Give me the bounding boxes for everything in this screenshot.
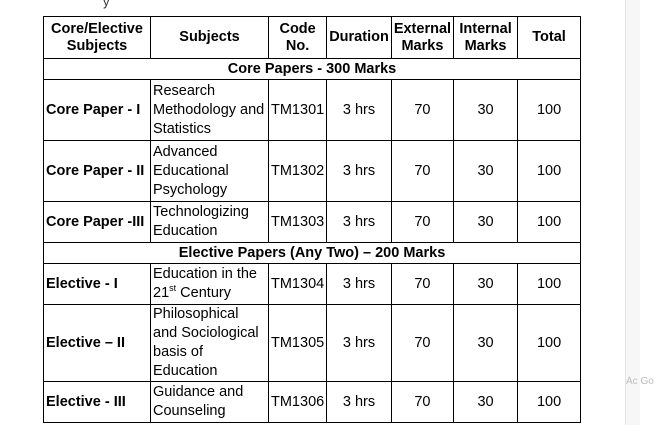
paper-type: Elective - I bbox=[44, 264, 151, 305]
total-marks: 100 bbox=[518, 202, 581, 243]
table-header-row bbox=[44, 17, 581, 59]
header-subjects: Subjects bbox=[151, 17, 269, 59]
table-row bbox=[44, 382, 581, 423]
header-code: Code No. bbox=[269, 17, 327, 59]
internal-marks: 30 bbox=[454, 141, 518, 202]
subject-name: Research Methodology and Statistics bbox=[151, 80, 269, 141]
duration: 3 hrs bbox=[327, 382, 392, 423]
table-row bbox=[44, 264, 581, 305]
section-title: Elective Papers (Any Two) – 200 Marks bbox=[44, 243, 581, 264]
table-row bbox=[44, 305, 581, 382]
header-internal: Internal Marks bbox=[454, 17, 518, 59]
duration: 3 hrs bbox=[327, 141, 392, 202]
paper-type: Core Paper -III bbox=[44, 202, 151, 243]
syllabus-table bbox=[43, 16, 581, 423]
table-row bbox=[44, 202, 581, 243]
internal-marks: 30 bbox=[454, 264, 518, 305]
paper-type: Elective – II bbox=[44, 305, 151, 382]
subject-name: Philosophical and Sociological basis of Education bbox=[151, 305, 269, 382]
section-row-elective bbox=[44, 243, 581, 264]
section-title: Core Papers - 300 Marks bbox=[44, 59, 581, 80]
total-marks: 100 bbox=[518, 80, 581, 141]
header-duration: Duration bbox=[327, 17, 392, 59]
internal-marks: 30 bbox=[454, 202, 518, 243]
external-marks: 70 bbox=[391, 305, 453, 382]
subject-text-end: Century bbox=[176, 285, 231, 301]
header-type: Core/Elective Subjects bbox=[44, 17, 151, 59]
watermark-text: Ac Go bbox=[626, 376, 654, 387]
code: TM1306 bbox=[269, 382, 327, 423]
internal-marks: 30 bbox=[454, 80, 518, 141]
page-edge-scrollbar bbox=[625, 0, 654, 425]
subject-text: Education in the 21 bbox=[153, 266, 257, 301]
total-marks: 100 bbox=[518, 141, 581, 202]
total-marks: 100 bbox=[518, 305, 581, 382]
code: TM1304 bbox=[269, 264, 327, 305]
code: TM1305 bbox=[269, 305, 327, 382]
code: TM1301 bbox=[269, 80, 327, 141]
code: TM1302 bbox=[269, 141, 327, 202]
external-marks: 70 bbox=[391, 80, 453, 141]
subject-name: Advanced Educational Psychology bbox=[151, 141, 269, 202]
external-marks: 70 bbox=[391, 264, 453, 305]
paper-type: Core Paper - I bbox=[44, 80, 151, 141]
total-marks: 100 bbox=[518, 264, 581, 305]
total-marks: 100 bbox=[518, 382, 581, 423]
internal-marks: 30 bbox=[454, 305, 518, 382]
subject-name: Technologizing Education bbox=[151, 202, 269, 243]
table-row bbox=[44, 141, 581, 202]
page-text-fragment: y bbox=[103, 0, 110, 9]
duration: 3 hrs bbox=[327, 80, 392, 141]
internal-marks: 30 bbox=[454, 382, 518, 423]
external-marks: 70 bbox=[391, 382, 453, 423]
table-row bbox=[44, 80, 581, 141]
duration: 3 hrs bbox=[327, 305, 392, 382]
external-marks: 70 bbox=[391, 202, 453, 243]
header-total: Total bbox=[518, 17, 581, 59]
duration: 3 hrs bbox=[327, 264, 392, 305]
paper-type: Elective - III bbox=[44, 382, 151, 423]
duration: 3 hrs bbox=[327, 202, 392, 243]
subject-name: Guidance and Counseling bbox=[151, 382, 269, 423]
ordinal-suffix: st bbox=[169, 283, 177, 294]
paper-type: Core Paper - II bbox=[44, 141, 151, 202]
section-row-core bbox=[44, 59, 581, 80]
external-marks: 70 bbox=[391, 141, 453, 202]
header-external: External Marks bbox=[391, 17, 453, 59]
subject-name bbox=[151, 264, 269, 305]
code: TM1303 bbox=[269, 202, 327, 243]
